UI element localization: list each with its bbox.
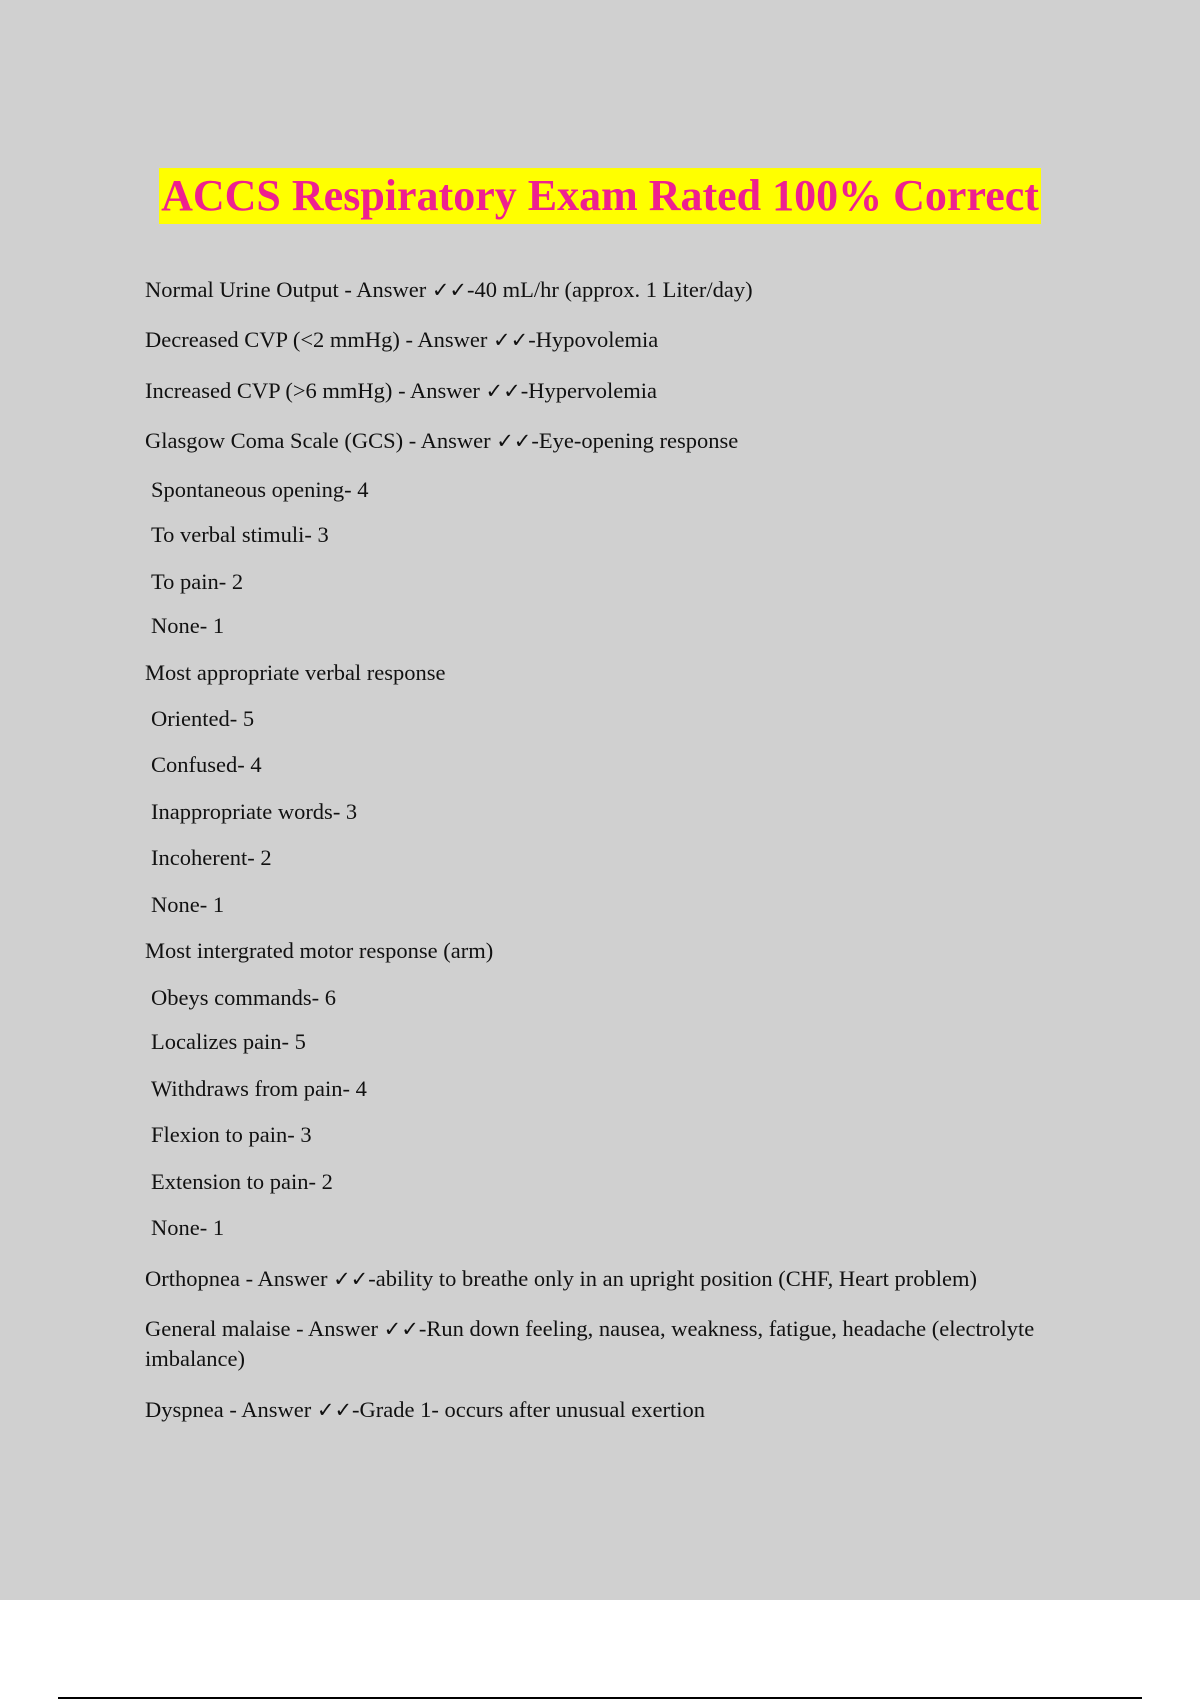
entry-answer: -Eye-opening response xyxy=(531,428,739,453)
entry-separator: - Answer xyxy=(399,327,494,352)
entry-term: General malaise xyxy=(145,1316,291,1341)
double-check-icon: ✓✓ xyxy=(333,1267,369,1291)
gcs-line: Oriented- 5 xyxy=(151,706,255,731)
entry-term: Glasgow Coma Scale (GCS) xyxy=(145,428,404,453)
entry-separator: - Answer xyxy=(392,378,486,403)
entry-term: Orthopnea xyxy=(145,1266,240,1291)
gcs-line: Flexion to pain- 3 xyxy=(151,1122,312,1147)
qa-entry-dyspnea xyxy=(145,1395,705,1425)
double-check-icon: ✓✓ xyxy=(383,1317,419,1341)
entry-answer: -Hypervolemia xyxy=(520,378,657,403)
gcs-line: To verbal stimuli- 3 xyxy=(151,522,329,547)
gcs-line: Spontaneous opening- 4 xyxy=(151,477,369,502)
double-check-icon: ✓✓ xyxy=(493,328,529,352)
gcs-line: Localizes pain- 5 xyxy=(151,1029,306,1054)
entry-answer: -ability to breathe only in an upright position (CHF, Heart problem) xyxy=(368,1266,977,1291)
entry-answer: -Run down feeling, nausea, weakness, fatigue, headache (electrolyte imbalance) xyxy=(145,1316,1035,1371)
entry-term: Decreased CVP (<2 mmHg) xyxy=(145,327,400,352)
double-check-icon: ✓✓ xyxy=(431,278,468,302)
entry-separator: - Answer xyxy=(239,1266,334,1291)
entry-separator: - Answer xyxy=(403,428,497,453)
gcs-line: None- 1 xyxy=(151,892,225,917)
double-check-icon: ✓✓ xyxy=(316,1398,353,1422)
qa-entry-increased-cvp xyxy=(145,376,657,406)
gcs-section-heading: Most intergrated motor response (arm) xyxy=(145,938,494,963)
qa-entry-urine-output xyxy=(145,275,753,305)
double-check-icon: ✓✓ xyxy=(496,429,532,453)
entry-separator: - Answer xyxy=(223,1397,317,1422)
gcs-line: None- 1 xyxy=(151,613,225,638)
entry-answer: -Grade 1- occurs after unusual exertion xyxy=(352,1397,706,1422)
qa-entry-general-malaise xyxy=(145,1314,1045,1374)
gcs-line: Incoherent- 2 xyxy=(151,845,272,870)
gcs-line: None- 1 xyxy=(151,1215,225,1240)
footer-divider xyxy=(58,1697,1142,1699)
entry-answer: -40 mL/hr (approx. 1 Liter/day) xyxy=(467,277,753,302)
entry-term: Dyspnea xyxy=(145,1397,224,1422)
gcs-line: Withdraws from pain- 4 xyxy=(151,1076,367,1101)
qa-entry-orthopnea xyxy=(145,1264,977,1294)
gcs-section-heading: Most appropriate verbal response xyxy=(145,660,446,685)
entry-term: Normal Urine Output xyxy=(145,277,339,302)
qa-entry-decreased-cvp xyxy=(145,325,658,355)
entry-separator: - Answer xyxy=(338,277,432,302)
gcs-line: Obeys commands- 6 xyxy=(151,985,336,1010)
qa-entry-gcs xyxy=(145,426,738,456)
document-title: ACCS Respiratory Exam Rated 100% Correct xyxy=(159,168,1041,224)
entry-term: Increased CVP (>6 mmHg) xyxy=(145,378,393,403)
entry-separator: - Answer xyxy=(290,1316,384,1341)
gcs-line: To pain- 2 xyxy=(151,569,244,594)
double-check-icon: ✓✓ xyxy=(485,379,521,403)
entry-answer: -Hypovolemia xyxy=(528,327,659,352)
gcs-line: Extension to pain- 2 xyxy=(151,1169,333,1194)
gcs-line: Confused- 4 xyxy=(151,752,262,777)
gcs-line: Inappropriate words- 3 xyxy=(151,799,358,824)
